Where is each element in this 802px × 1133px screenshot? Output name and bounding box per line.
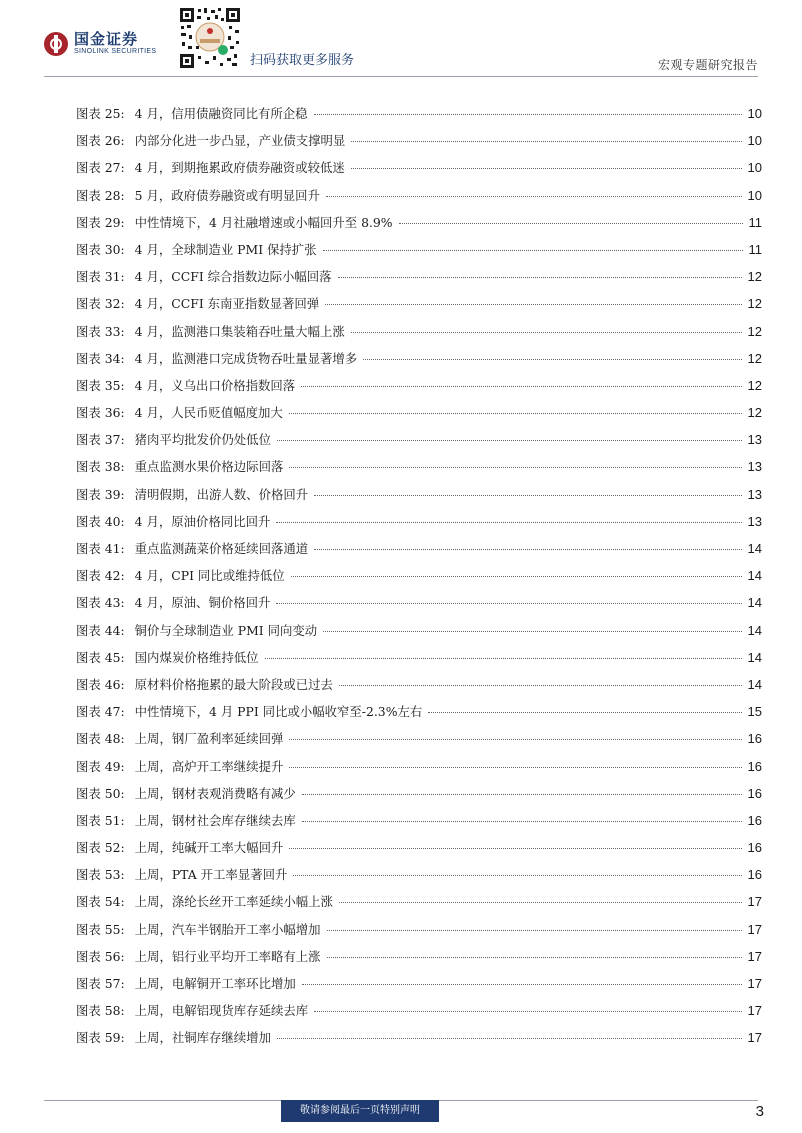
- toc-dot-leader: [323, 631, 741, 632]
- toc-entry-title: 铜价与全球制造业 PMI 同向变动: [134, 622, 318, 638]
- logo-name-cn: 国金证券: [74, 30, 139, 48]
- logo-name-en: SINOLINK SECURITIES: [74, 48, 157, 55]
- toc-entry-page: 12: [747, 405, 762, 421]
- toc-dot-leader: [302, 984, 742, 985]
- toc-dot-leader: [289, 739, 741, 740]
- toc-entry-page: 16: [747, 840, 762, 856]
- toc-entry-page: 16: [747, 812, 762, 828]
- page-number: 3: [755, 1103, 764, 1120]
- toc-entry-page: 14: [747, 595, 762, 611]
- toc-entry[interactable]: [76, 753, 762, 780]
- toc-entry-title: 4 月，CPI 同比或维持低位: [134, 568, 285, 584]
- qr-code-icon[interactable]: [178, 6, 242, 70]
- toc-entry-title: 猪肉平均批发价仍处低位: [134, 432, 271, 448]
- toc-entry[interactable]: [76, 535, 762, 562]
- toc-entry-title: 4 月，CCFI 综合指数边际小幅回落: [134, 269, 332, 285]
- toc-dot-leader: [291, 576, 742, 577]
- toc-entry-page: 14: [747, 622, 762, 638]
- toc-dot-leader: [314, 1011, 741, 1012]
- toc-entry[interactable]: [76, 780, 762, 807]
- toc-entry-label: 图表 33:: [76, 323, 125, 339]
- toc-entry-page: 11: [748, 214, 762, 230]
- toc-entry[interactable]: [76, 345, 762, 372]
- toc-entry-page: 14: [747, 649, 762, 665]
- toc-entry-title: 4 月，原油价格同比回升: [134, 513, 271, 529]
- toc-entry-page: 17: [747, 921, 762, 937]
- toc-entry-page: 17: [747, 894, 762, 910]
- toc-entry-label: 图表 58:: [76, 1003, 125, 1019]
- qr-caption: 扫码获取更多服务: [250, 53, 355, 68]
- toc-entry[interactable]: [76, 508, 762, 535]
- toc-entry-page: 12: [747, 269, 762, 285]
- toc-entry-title: 上周，纯碱开工率大幅回升: [134, 840, 284, 856]
- toc-entry-page: 13: [747, 432, 762, 448]
- toc-entry-label: 图表 27:: [76, 160, 125, 176]
- toc-dot-leader: [289, 413, 742, 414]
- toc-dot-leader: [363, 359, 741, 360]
- toc-entry[interactable]: [76, 888, 762, 915]
- toc-entry[interactable]: [76, 916, 762, 943]
- toc-entry-label: 图表 54:: [76, 894, 125, 910]
- toc-entry-label: 图表 26:: [76, 133, 125, 149]
- toc-entry[interactable]: [76, 318, 762, 345]
- toc-dot-leader: [293, 875, 741, 876]
- toc-entry-title: 上周，PTA 开工率显著回升: [134, 867, 288, 883]
- toc-dot-leader: [323, 250, 743, 251]
- toc-entry-label: 图表 32:: [76, 296, 125, 312]
- toc-entry-page: 15: [747, 704, 762, 720]
- toc-dot-leader: [351, 141, 741, 142]
- toc-entry[interactable]: [76, 182, 762, 209]
- toc-entry[interactable]: [76, 154, 762, 181]
- toc-entry[interactable]: [76, 671, 762, 698]
- toc-entry[interactable]: [76, 997, 762, 1024]
- toc-entry-page: 10: [747, 106, 762, 121]
- toc-entry-label: 图表 47:: [76, 704, 125, 720]
- toc-dot-leader: [302, 821, 742, 822]
- toc-entry-title: 清明假期，出游人数、价格回升: [134, 486, 309, 502]
- toc-entry[interactable]: [76, 263, 762, 290]
- toc-entry-title: 上周，高炉开工率继续提升: [134, 758, 284, 774]
- toc-entry-page: 16: [747, 731, 762, 747]
- toc-entry-label: 图表 59:: [76, 1030, 125, 1046]
- chart-index-list: [76, 100, 762, 1052]
- toc-entry-label: 图表 39:: [76, 486, 125, 502]
- toc-dot-leader: [289, 848, 741, 849]
- toc-entry-label: 图表 28:: [76, 187, 125, 203]
- toc-dot-leader: [314, 114, 742, 115]
- toc-entry-title: 4 月，义乌出口价格指数回落: [134, 377, 296, 393]
- toc-entry-title: 上周，涤纶长丝开工率延续小幅上涨: [134, 894, 333, 910]
- toc-dot-leader: [276, 522, 741, 523]
- toc-entry-title: 中性情境下，4 月 PPI 同比或小幅收窄至-2.3%左右: [134, 704, 423, 720]
- toc-entry[interactable]: [76, 399, 762, 426]
- toc-entry-page: 16: [747, 758, 762, 774]
- toc-dot-leader: [301, 386, 741, 387]
- toc-entry-label: 图表 44:: [76, 622, 125, 638]
- toc-entry-page: 10: [747, 187, 762, 203]
- toc-entry-title: 上周，电解铜开工率环比增加: [134, 976, 296, 991]
- toc-dot-leader: [289, 767, 741, 768]
- toc-dot-leader: [327, 957, 742, 958]
- toc-entry-title: 重点监测蔬菜价格延续回落通道: [134, 541, 309, 556]
- toc-entry-page: 13: [747, 513, 762, 529]
- toc-entry-label: 图表 55:: [76, 921, 125, 937]
- toc-entry[interactable]: [76, 481, 762, 508]
- toc-entry[interactable]: [76, 1024, 762, 1051]
- toc-entry-label: 图表 57:: [76, 976, 125, 991]
- toc-entry-title: 上周，钢材表观消费略有减少: [134, 785, 296, 801]
- toc-dot-leader: [351, 168, 742, 169]
- toc-entry-page: 14: [747, 568, 762, 584]
- toc-dot-leader: [325, 304, 741, 305]
- toc-entry-page: 11: [748, 241, 762, 257]
- toc-entry-page: 12: [747, 296, 762, 312]
- toc-dot-leader: [265, 658, 742, 659]
- toc-entry-title: 上周，钢厂盈利率延续回弹: [134, 731, 284, 747]
- toc-entry-page: 16: [747, 867, 762, 883]
- page-header: [0, 0, 802, 80]
- toc-entry-title: 4 月，监测港口集装箱吞吐量大幅上涨: [134, 323, 345, 339]
- toc-dot-leader: [277, 440, 742, 441]
- toc-dot-leader: [339, 685, 742, 686]
- toc-entry-label: 图表 48:: [76, 731, 125, 747]
- toc-entry[interactable]: [76, 834, 762, 861]
- header-divider: [44, 76, 758, 77]
- toc-entry-page: 17: [747, 1003, 762, 1019]
- toc-entry[interactable]: [76, 807, 762, 834]
- toc-entry-title: 4 月，全球制造业 PMI 保持扩张: [134, 241, 317, 257]
- toc-entry-label: 图表 35:: [76, 377, 125, 393]
- company-logo: [44, 31, 156, 56]
- toc-entry[interactable]: [76, 589, 762, 616]
- toc-entry-label: 图表 49:: [76, 758, 125, 774]
- toc-entry-title: 4 月，人民币贬值幅度加大: [134, 405, 283, 421]
- toc-entry-label: 图表 53:: [76, 867, 125, 883]
- toc-entry-label: 图表 50:: [76, 785, 125, 801]
- toc-entry-title: 原材料价格拖累的最大阶段或已过去: [134, 676, 333, 692]
- toc-entry-label: 图表 34:: [76, 350, 125, 366]
- toc-dot-leader: [276, 603, 741, 604]
- toc-entry-label: 图表 43:: [76, 595, 125, 611]
- toc-entry-label: 图表 30:: [76, 241, 125, 257]
- toc-entry[interactable]: [76, 127, 762, 154]
- toc-entry[interactable]: [76, 617, 762, 644]
- toc-entry-title: 4 月，到期拖累政府债券融资或较低迷: [134, 160, 345, 176]
- toc-entry-title: 上周，钢材社会库存继续去库: [134, 812, 296, 828]
- toc-entry[interactable]: [76, 100, 762, 127]
- toc-entry-title: 5 月，政府债券融资或有明显回升: [134, 187, 320, 203]
- toc-entry-page: 14: [747, 676, 762, 692]
- toc-entry-label: 图表 31:: [76, 269, 125, 285]
- toc-entry-label: 图表 51:: [76, 812, 125, 828]
- toc-entry-page: 17: [747, 948, 762, 964]
- toc-entry-label: 图表 45:: [76, 649, 125, 665]
- toc-entry[interactable]: [76, 209, 762, 236]
- toc-entry-page: 12: [747, 350, 762, 366]
- toc-entry-label: 图表 36:: [76, 405, 125, 421]
- toc-entry[interactable]: [76, 426, 762, 453]
- toc-dot-leader: [339, 902, 742, 903]
- toc-entry-label: 图表 41:: [76, 541, 125, 556]
- toc-entry[interactable]: [76, 644, 762, 671]
- toc-entry[interactable]: [76, 453, 762, 480]
- toc-entry-page: 13: [747, 486, 762, 502]
- toc-entry[interactable]: [76, 562, 762, 589]
- toc-entry-page: 17: [747, 1030, 762, 1046]
- toc-entry-page: 16: [747, 785, 762, 801]
- toc-entry-label: 图表 40:: [76, 513, 125, 529]
- toc-dot-leader: [314, 495, 741, 496]
- toc-entry-label: 图表 46:: [76, 676, 125, 692]
- toc-entry-page: 17: [747, 976, 762, 991]
- toc-entry-title: 国内煤炭价格维持低位: [134, 649, 259, 665]
- toc-entry-page: 10: [747, 160, 762, 176]
- toc-entry[interactable]: [76, 236, 762, 263]
- toc-dot-leader: [326, 196, 742, 197]
- toc-entry-label: 图表 37:: [76, 432, 125, 448]
- toc-entry[interactable]: [76, 861, 762, 888]
- toc-entry-title: 重点监测水果价格边际回落: [134, 459, 284, 475]
- toc-dot-leader: [351, 332, 742, 333]
- toc-entry-title: 上周，铝行业平均开工率略有上涨: [134, 948, 321, 964]
- toc-dot-leader: [302, 794, 742, 795]
- toc-entry-label: 图表 42:: [76, 568, 125, 584]
- toc-entry[interactable]: [76, 943, 762, 970]
- toc-entry-page: 12: [747, 377, 762, 393]
- toc-entry[interactable]: [76, 372, 762, 399]
- toc-entry-label: 图表 25:: [76, 106, 125, 121]
- toc-dot-leader: [314, 549, 741, 550]
- toc-dot-leader: [399, 223, 743, 224]
- toc-dot-leader: [338, 277, 742, 278]
- toc-entry-page: 14: [747, 541, 762, 556]
- toc-entry-label: 图表 56:: [76, 948, 125, 964]
- toc-entry-title: 4 月，信用债融资同比有所企稳: [134, 106, 308, 121]
- toc-entry-title: 上周，社铜库存继续增加: [134, 1030, 271, 1046]
- toc-dot-leader: [277, 1038, 742, 1039]
- toc-dot-leader: [327, 930, 742, 931]
- toc-entry-title: 4 月，CCFI 东南亚指数显著回弹: [134, 296, 320, 312]
- toc-dot-leader: [428, 712, 741, 713]
- toc-entry-page: 13: [747, 459, 762, 475]
- toc-entry-label: 图表 52:: [76, 840, 125, 856]
- toc-entry-title: 中性情境下，4 月社融增速或小幅回升至 8.9%: [134, 214, 393, 230]
- toc-entry-label: 图表 29:: [76, 214, 125, 230]
- toc-dot-leader: [289, 467, 741, 468]
- toc-entry-title: 内部分化进一步凸显，产业债支撑明显: [134, 133, 346, 149]
- toc-entry-page: 12: [747, 323, 762, 339]
- disclaimer-banner: 敬请参阅最后一页特别声明: [281, 1100, 439, 1122]
- toc-entry-title: 上周，电解铝现货库存延续去库: [134, 1003, 309, 1019]
- toc-entry-title: 上周，汽车半钢胎开工率小幅增加: [134, 921, 321, 937]
- toc-entry-page: 10: [747, 133, 762, 149]
- toc-entry-title: 4 月，原油、铜价格回升: [134, 595, 271, 611]
- report-type: 宏观专题研究报告: [657, 58, 758, 72]
- toc-entry[interactable]: [76, 290, 762, 317]
- toc-entry-label: 图表 38:: [76, 459, 125, 475]
- toc-entry[interactable]: [76, 970, 762, 997]
- toc-entry[interactable]: [76, 725, 762, 752]
- toc-entry-title: 4 月，监测港口完成货物吞吐量显著增多: [134, 350, 358, 366]
- logo-icon: [44, 32, 68, 56]
- toc-entry[interactable]: [76, 698, 762, 725]
